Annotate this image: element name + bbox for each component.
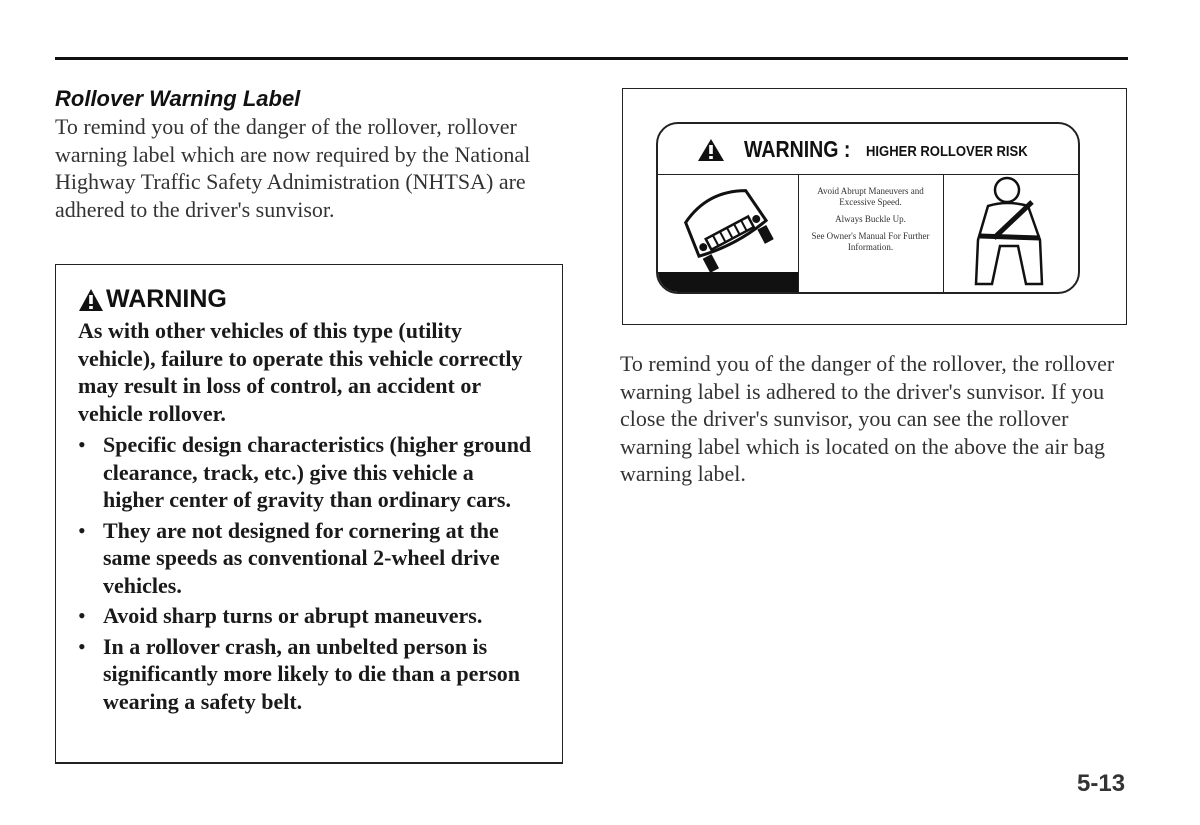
seatbelt-person-icon [944,174,1078,294]
ground-band [658,272,798,294]
warning-intro: As with other vehicles of this type (utility vehicle), failure to operate this vehicle correctly may result in loss of control, an accident or vehicle rollover. [78,318,523,426]
warning-bullet: • In a rollover crash, an unbelted person is significantly more likely to die than a person wearing a safety belt. [78,633,520,714]
page-number: 5-13 [1077,770,1126,797]
warning-body [78,317,540,718]
caption-paragraph: To remind you of the danger of the rollover, the rollover warning label is adhered to the driver's sunvisor. If you close the driver's sunvisor, you can see the rollover warning label which is located on the above the air bag warning label. [620,351,1115,486]
bullet-icon: • [78,633,86,659]
warning-bullet: • They are not designed for cornering at the same speeds as conventional 2-wheel drive vehicles. [78,517,500,598]
warning-header [78,285,227,314]
warning-triangle-icon [78,288,104,312]
seatbelt-panel [944,174,1078,294]
section-heading: Rollover Warning Label [55,86,301,111]
rollover-label [656,122,1080,294]
label-warning-word: WARNING : [744,136,851,162]
warning-title: WARNING [106,285,227,313]
bullet-icon: • [78,517,86,543]
label-line: Avoid Abrupt Maneuvers and Excessive Speed. [817,186,924,207]
rollover-label-figure [622,88,1127,325]
top-rule [55,57,1128,60]
label-line: Always Buckle Up. [835,214,906,224]
rollover-car-panel [658,174,799,294]
label-line: See Owner's Manual For Further Information. [811,231,930,252]
label-risk-text: HIGHER ROLLOVER RISK [866,144,1028,160]
intro-paragraph: To remind you of the danger of the rollover, rollover warning label which are now required by the National Highway Traffic Safety Adnimistration (NHTSA) are adhered to the driver's sunvisor. [55,114,531,222]
label-header [658,124,1078,175]
warning-triangle-icon [697,138,725,162]
warning-box [55,264,563,764]
warning-bullet: • Specific design characteristics (higher ground clearance, track, etc.) give this vehicle a higher center of gravity than ordinary cars. [78,432,532,512]
bullet-icon: • [78,432,86,457]
warning-bullet-list [78,431,540,715]
warning-bullet: • Avoid sharp turns or abrupt maneuvers. [78,603,483,628]
label-text-panel [798,174,944,294]
bullet-icon: • [78,603,86,628]
